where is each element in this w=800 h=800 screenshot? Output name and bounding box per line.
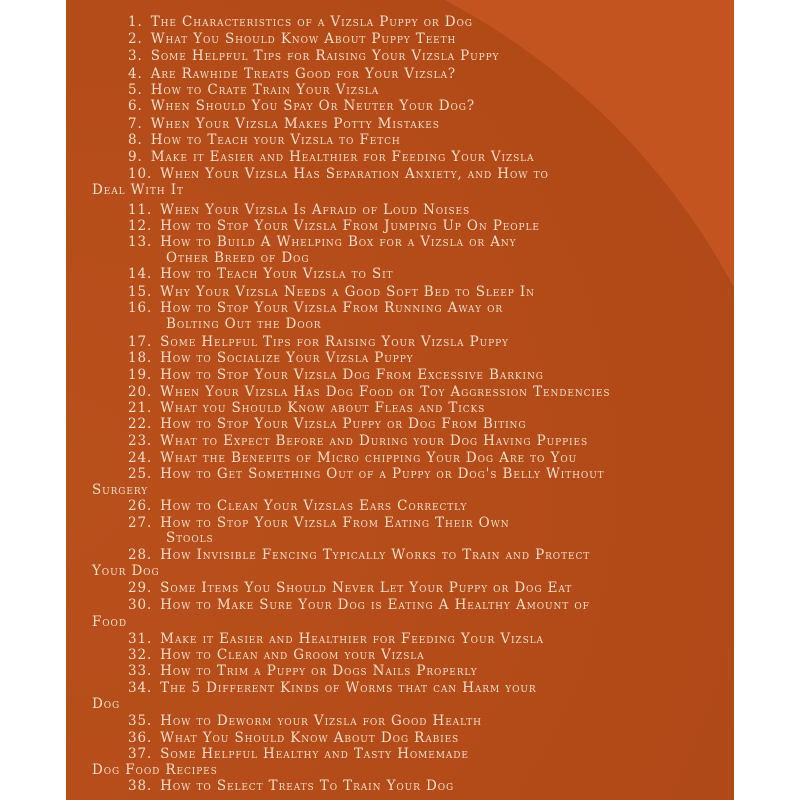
toc-entry-title: How to Clean and Groom your Vizsla <box>160 647 425 663</box>
toc-entry-number: 30. <box>128 597 153 613</box>
toc-entry-title: How to Stop Your Vizsla From Eating Their Own <box>160 515 510 531</box>
toc-entry <box>128 82 379 98</box>
toc-entry-title-continued: Surgery <box>92 482 149 498</box>
toc-entry-number: 28. <box>128 547 153 563</box>
toc-entry-title: When Your Vizsla Has Separation Anxiety, and How to <box>160 166 549 182</box>
toc-entry-title: Why Your Vizsla Needs a Good Soft Bed to Sleep In <box>160 284 535 300</box>
toc-entry <box>128 98 475 114</box>
toc-entry-title: How Invisible Fencing Typically Works to Train and Protect <box>160 547 591 563</box>
toc-entry-number: 11. <box>128 202 153 218</box>
toc-entry-title: When Your Vizsla Makes Potty Mistakes <box>150 116 440 132</box>
toc-entry-title: Some Helpful Healthy and Tasty Homemade <box>160 746 469 762</box>
toc-entry <box>128 266 393 282</box>
toc-entry-title: How to Socialize Your Vizsla Puppy <box>160 350 414 366</box>
toc-entry <box>128 31 456 47</box>
toc-entry <box>128 149 534 165</box>
toc-entry-title: How to Get Something Out of a Puppy or Dog's Belly Without <box>160 466 605 482</box>
toc-entry-title-continued: Dog <box>92 696 121 712</box>
toc-entry <box>128 547 590 563</box>
toc-entry-number: 15. <box>128 284 153 300</box>
toc-entry <box>128 647 425 663</box>
toc-entry <box>128 284 535 300</box>
toc-entry-title: How to Teach Your Vizsla to Sit <box>160 266 394 282</box>
toc-entry <box>128 631 544 647</box>
toc-entry-title: How to Crate Train Your Vizsla <box>150 82 380 98</box>
toc-entry-number: 19. <box>128 367 153 383</box>
toc-entry-number: 2. <box>128 31 143 47</box>
toc-entry <box>128 14 473 30</box>
toc-entry-number: 18. <box>128 350 153 366</box>
toc-entry-title-continued: Dog Food Recipes <box>92 762 218 778</box>
toc-entry-title: How to Build A Whelping Box for a Vizsla or Any <box>160 234 517 250</box>
toc-entry-number: 16. <box>128 300 153 316</box>
toc-entry <box>128 132 401 148</box>
toc-entry-number: 10. <box>128 166 153 182</box>
toc-entry-title: When Your Vizsla Is Afraid of Loud Noises <box>160 202 471 218</box>
toc-entry <box>128 234 516 250</box>
toc-entry-number: 7. <box>128 116 143 132</box>
toc-entry <box>128 746 469 762</box>
toc-entry-title: How to Stop Your Vizsla Puppy or Dog From Biting <box>160 416 527 432</box>
toc-entry <box>128 433 588 449</box>
toc-entry-title-continued: Deal With It <box>92 182 184 198</box>
toc-entry-title: What You Should Know About Dog Rabies <box>160 730 460 746</box>
toc-entry-title-continued: Bolting Out the Door <box>166 316 322 332</box>
toc-entry-number: 37. <box>128 746 153 762</box>
toc-entry <box>128 580 572 596</box>
toc-entry <box>128 350 414 366</box>
toc-entry-title: What You Should Know About Puppy Teeth <box>150 31 457 47</box>
toc-entry-title: What you Should Know about Fleas and Ticks <box>160 400 486 416</box>
toc-entry-number: 4. <box>128 66 143 82</box>
toc-entry-number: 35. <box>128 713 153 729</box>
toc-entry-number: 1. <box>128 14 143 30</box>
toc-entry-number: 34. <box>128 680 153 696</box>
toc-entry-number: 6. <box>128 98 143 114</box>
toc-entry-title: How to Stop Your Vizsla From Running Away or <box>160 300 504 316</box>
toc-entry <box>128 300 503 316</box>
toc-entry <box>128 498 467 514</box>
toc-entry-title: Make it Easier and Healthier for Feeding Your Vizsla <box>160 631 544 647</box>
toc-entry-number: 24. <box>128 450 153 466</box>
toc-entry-number: 26. <box>128 498 153 514</box>
toc-entry-number: 36. <box>128 730 153 746</box>
toc-entry-number: 9. <box>128 149 143 165</box>
toc-entry-number: 5. <box>128 82 143 98</box>
toc-entry <box>128 48 499 64</box>
table-of-contents <box>66 0 734 800</box>
toc-entry-number: 25. <box>128 466 153 482</box>
toc-entry-number: 3. <box>128 48 143 64</box>
toc-entry <box>128 730 459 746</box>
toc-entry-title: Are Rawhide Treats Good for Your Vizsla? <box>150 66 457 82</box>
toc-entry <box>128 515 510 531</box>
toc-entry <box>128 663 478 679</box>
toc-entry <box>128 680 537 696</box>
toc-entry-number: 17. <box>128 334 153 350</box>
toc-entry-title: How to Teach your Vizsla to Fetch <box>150 132 401 148</box>
toc-entry <box>128 400 485 416</box>
toc-entry <box>128 166 549 182</box>
toc-entry-number: 29. <box>128 580 153 596</box>
toc-entry <box>128 334 509 350</box>
toc-entry-number: 14. <box>128 266 153 282</box>
toc-entry <box>128 450 577 466</box>
toc-entry-title-continued: Stools <box>166 530 214 546</box>
toc-entry <box>128 384 610 400</box>
toc-entry <box>128 466 605 482</box>
toc-entry-title-continued: Your Dog <box>92 563 160 579</box>
toc-entry-number: 13. <box>128 234 153 250</box>
toc-entry <box>128 778 454 794</box>
toc-entry-title: Some Helpful Tips for Raising Your Vizsla Puppy <box>150 48 500 64</box>
toc-entry <box>128 416 526 432</box>
toc-entry-number: 33. <box>128 663 153 679</box>
toc-entry-number: 38. <box>128 778 153 794</box>
toc-entry-number: 27. <box>128 515 153 531</box>
toc-entry-title: How to Stop Your Vizsla Dog From Excessive Barking <box>160 367 544 383</box>
toc-entry-number: 22. <box>128 416 153 432</box>
toc-entry-title: The Characteristics of a Vizsla Puppy or Dog <box>150 14 473 30</box>
toc-entry-number: 23. <box>128 433 153 449</box>
toc-entry-number: 31. <box>128 631 153 647</box>
toc-entry <box>128 597 590 613</box>
toc-panel <box>66 0 734 800</box>
toc-entry-title: How to Clean Your Vizslas Ears Correctly <box>160 498 468 514</box>
toc-entry <box>128 66 456 82</box>
toc-entry-number: 20. <box>128 384 153 400</box>
toc-entry-title: What the Benefits of Micro chipping Your Dog Are to You <box>160 450 578 466</box>
toc-entry <box>128 202 470 218</box>
toc-entry <box>128 116 440 132</box>
toc-entry-title: When Should You Spay Or Neuter Your Dog? <box>150 98 476 114</box>
toc-entry-title: What to Expect Before and During your Dog Having Puppies <box>160 433 589 449</box>
toc-entry-title-continued: Other Breed of Dog <box>166 250 310 266</box>
toc-entry-title-continued: Food <box>92 614 127 630</box>
toc-entry <box>128 713 482 729</box>
toc-entry-title: How to Select Treats To Train Your Dog <box>160 778 455 794</box>
toc-entry-number: 21. <box>128 400 153 416</box>
toc-entry-title: Some Items You Should Never Let Your Puppy or Dog Eat <box>160 580 573 596</box>
toc-entry-number: 12. <box>128 218 153 234</box>
toc-entry-title: Make it Easier and Healthier for Feeding Your Vizsla <box>150 149 535 165</box>
toc-entry <box>128 218 540 234</box>
toc-entry-number: 32. <box>128 647 153 663</box>
toc-entry-title: How to Make Sure Your Dog is Eating A Healthy Amount of <box>160 597 590 613</box>
toc-entry-title: The 5 Different Kinds of Worms that can Harm your <box>160 680 537 696</box>
toc-entry <box>128 367 544 383</box>
toc-entry-title: How to Stop Your Vizsla From Jumping Up On People <box>160 218 540 234</box>
toc-entry-title: How to Deworm your Vizsla for Good Health <box>160 713 482 729</box>
toc-entry-title: Some Helpful Tips for Raising Your Vizsla Puppy <box>160 334 509 350</box>
toc-entry-title: When Your Vizsla Has Dog Food or Toy Aggression Tendencies <box>160 384 611 400</box>
toc-entry-number: 8. <box>128 132 143 148</box>
toc-entry-title: How to Trim a Puppy or Dogs Nails Properly <box>160 663 478 679</box>
